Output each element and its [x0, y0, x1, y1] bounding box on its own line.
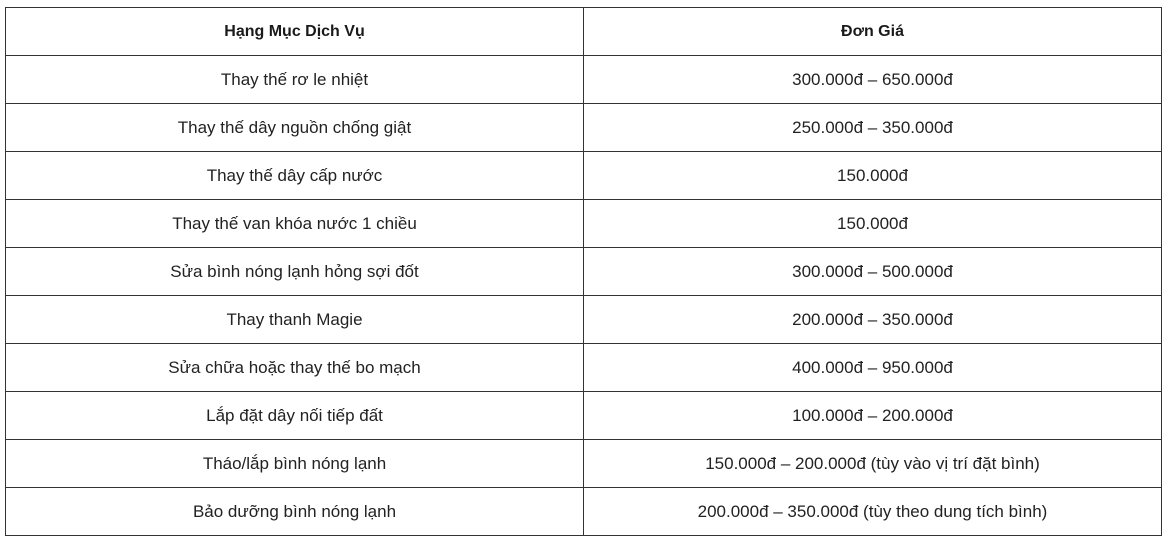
- price-cell: 150.000đ: [584, 200, 1162, 248]
- service-cell: Thay thế rơ le nhiệt: [6, 56, 584, 104]
- price-cell: 300.000đ – 500.000đ: [584, 248, 1162, 296]
- table-row: [6, 248, 1162, 296]
- service-cell: Thay thế van khóa nước 1 chiều: [6, 200, 584, 248]
- price-cell: 300.000đ – 650.000đ: [584, 56, 1162, 104]
- service-cell: Thay thanh Magie: [6, 296, 584, 344]
- header-row: [6, 8, 1162, 56]
- table-header: [6, 8, 1162, 56]
- price-cell: 150.000đ – 200.000đ (tùy vào vị trí đặt bình): [584, 440, 1162, 488]
- table-row: [6, 296, 1162, 344]
- table-row: [6, 488, 1162, 536]
- table-row: [6, 200, 1162, 248]
- service-cell: Sửa bình nóng lạnh hỏng sợi đốt: [6, 248, 584, 296]
- service-price-table: [5, 7, 1162, 536]
- table-row: [6, 56, 1162, 104]
- price-cell: 200.000đ – 350.000đ (tùy theo dung tích bình): [584, 488, 1162, 536]
- table-row: [6, 392, 1162, 440]
- service-cell: Tháo/lắp bình nóng lạnh: [6, 440, 584, 488]
- table-row: [6, 104, 1162, 152]
- service-cell: Thay thế dây nguồn chống giật: [6, 104, 584, 152]
- header-service: Hạng Mục Dịch Vụ: [6, 8, 584, 56]
- service-cell: Lắp đặt dây nối tiếp đất: [6, 392, 584, 440]
- table-row: [6, 344, 1162, 392]
- price-cell: 250.000đ – 350.000đ: [584, 104, 1162, 152]
- table-row: [6, 440, 1162, 488]
- table-body: [6, 56, 1162, 536]
- header-price: Đơn Giá: [584, 8, 1162, 56]
- price-cell: 100.000đ – 200.000đ: [584, 392, 1162, 440]
- price-cell: 200.000đ – 350.000đ: [584, 296, 1162, 344]
- table-row: [6, 152, 1162, 200]
- price-cell: 150.000đ: [584, 152, 1162, 200]
- price-cell: 400.000đ – 950.000đ: [584, 344, 1162, 392]
- service-cell: Sửa chữa hoặc thay thế bo mạch: [6, 344, 584, 392]
- service-cell: Bảo dưỡng bình nóng lạnh: [6, 488, 584, 536]
- service-cell: Thay thế dây cấp nước: [6, 152, 584, 200]
